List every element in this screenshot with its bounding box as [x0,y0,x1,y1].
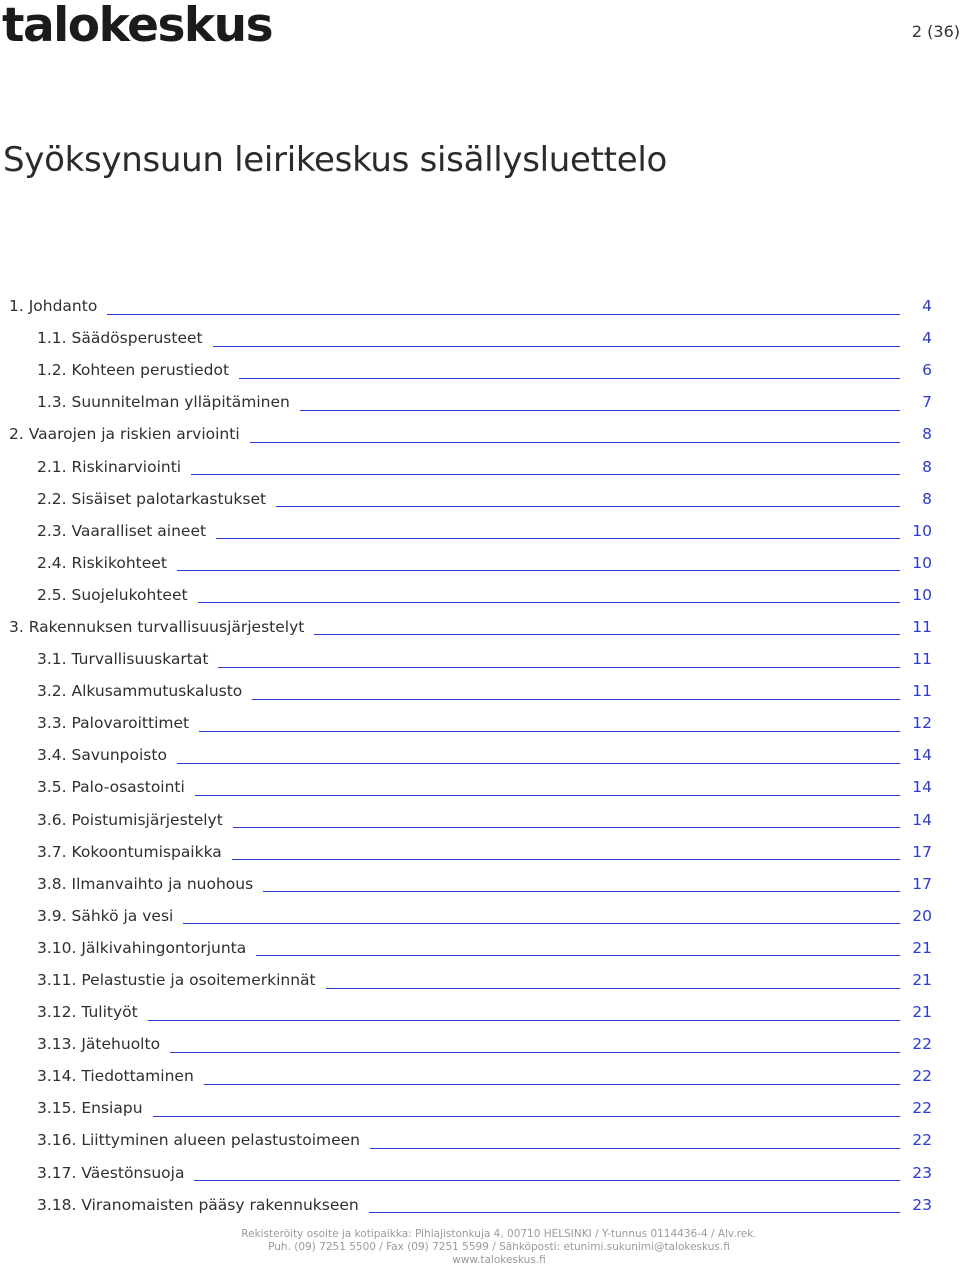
toc-entry-page: 17 [912,874,932,893]
toc-leader-line [148,1020,900,1021]
toc-leader-line [183,923,900,924]
toc-entry-label: 3.10. Jälkivahingontorjunta [37,938,247,957]
toc-leader-line [326,988,900,989]
toc-entry-label: 3.7. Kokoontumispaikka [37,842,222,861]
toc-entry-label: 3.8. Ilmanvaihto ja nuohous [37,874,254,893]
toc-entry-page: 10 [912,521,932,540]
toc-entry-page: 14 [912,778,932,797]
toc-entry-label: 3.5. Palo-osastointi [37,778,185,797]
toc-entry-label: 3.3. Palovaroittimet [37,714,190,733]
toc-entry-label: 3.6. Poistumisjärjestelyt [37,810,223,829]
toc-entry[interactable] [0,804,932,836]
toc-leader-line [204,1084,900,1085]
toc-entry-page: 23 [912,1163,932,1182]
toc-entry-page: 4 [922,329,932,348]
toc-entry-label: 3.12. Tulityöt [37,1003,138,1022]
toc-entry[interactable] [0,579,932,611]
toc-entry-label: 2.3. Vaaralliset aineet [37,521,207,540]
toc-entry[interactable] [0,290,932,322]
toc-entry[interactable] [0,1060,932,1092]
table-of-contents [0,290,932,1221]
toc-entry[interactable] [0,1189,932,1221]
toc-leader-line [314,634,900,635]
document-title: Syöksynsuun leirikeskus sisällysluettelo [3,140,667,180]
toc-entry[interactable] [0,450,932,482]
toc-entry-page: 11 [912,650,932,669]
toc-entry-page: 12 [912,714,932,733]
toc-leader-line [216,538,900,539]
toc-entry[interactable] [0,611,932,643]
toc-entry-label: 3.18. Viranomaisten pääsy rakennukseen [37,1195,359,1214]
toc-entry-label: 2.1. Riskinarviointi [37,457,182,476]
toc-leader-line [153,1116,900,1117]
toc-entry-page: 22 [912,1067,932,1086]
toc-entry[interactable] [0,868,932,900]
toc-leader-line [218,667,900,668]
toc-leader-line [170,1052,900,1053]
toc-leader-line [191,474,900,475]
toc-entry-page: 14 [912,746,932,765]
toc-leader-line [198,602,900,603]
toc-leader-line [276,506,900,507]
toc-entry[interactable] [0,515,932,547]
toc-entry-label: 1.1. Säädösperusteet [37,329,203,348]
toc-entry[interactable] [0,771,932,803]
toc-entry-label: 3.14. Tiedottaminen [37,1067,194,1086]
toc-entry[interactable] [0,964,932,996]
toc-leader-line [250,442,900,443]
toc-entry-page: 6 [922,361,932,380]
toc-leader-line [194,1180,900,1181]
toc-entry-page: 8 [922,457,932,476]
toc-entry[interactable] [0,1092,932,1124]
toc-entry-label: 2.4. Riskikohteet [37,553,167,572]
toc-entry[interactable] [0,643,932,675]
footer-website: www.talokeskus.fi [452,1254,546,1266]
toc-entry[interactable] [0,707,932,739]
toc-entry-label: 3.17. Väestönsuoja [37,1163,185,1182]
toc-entry[interactable] [0,1028,932,1060]
toc-entry[interactable] [0,322,932,354]
toc-entry-label: 3.15. Ensiapu [37,1099,143,1118]
toc-leader-line [199,731,900,732]
toc-entry-label: 2.2. Sisäiset palotarkastukset [37,489,267,508]
toc-entry-label: 1.3. Suunnitelman ylläpitäminen [37,393,290,412]
toc-entry-label: 3.4. Savunpoisto [37,746,167,765]
toc-entry-page: 10 [912,553,932,572]
toc-leader-line [252,699,900,700]
toc-leader-line [213,346,900,347]
toc-entry-page: 8 [922,489,932,508]
footer [0,1228,960,1267]
toc-entry-page: 23 [912,1195,932,1214]
toc-entry[interactable] [0,354,932,386]
toc-entry-label: 2. Vaarojen ja riskien arviointi [9,425,240,444]
toc-leader-line [177,570,900,571]
toc-entry-label: 3.16. Liittyminen alueen pelastustoimeen [37,1131,361,1150]
toc-entry-label: 3. Rakennuksen turvallisuusjärjestelyt [9,617,305,636]
toc-entry-page: 11 [912,682,932,701]
toc-entry-label: 3.11. Pelastustie ja osoitemerkinnät [37,971,316,990]
footer-contact: Puh. (09) 7251 5500 / Fax (09) 7251 5599 / Sähköposti: etunimi.sukunimi@talokeskus.fi [268,1241,730,1253]
page-number: 2 (36) [911,22,960,41]
toc-leader-line [195,795,900,796]
toc-leader-line [177,763,900,764]
toc-leader-line [256,955,900,956]
toc-entry[interactable] [0,932,932,964]
toc-entry[interactable] [0,386,932,418]
toc-entry-label: 3.13. Jätehuolto [37,1035,161,1054]
toc-entry-page: 22 [912,1131,932,1150]
toc-entry-page: 4 [922,297,932,316]
footer-address: Rekisteröity osoite ja kotipaikka: Pihlajistonkuja 4, 00710 HELSINKI / Y-tunnus 0114436-4 / Alv.rek. [241,1228,757,1240]
toc-entry[interactable] [0,900,932,932]
toc-entry[interactable] [0,739,932,771]
toc-entry-page: 10 [912,585,932,604]
toc-leader-line [233,827,900,828]
toc-entry[interactable] [0,675,932,707]
toc-entry-label: 3.1. Turvallisuuskartat [37,650,209,669]
toc-entry[interactable] [0,547,932,579]
toc-leader-line [232,859,900,860]
toc-entry-label: 1.2. Kohteen perustiedot [37,361,230,380]
toc-entry-page: 20 [912,906,932,925]
toc-entry-page: 21 [912,971,932,990]
toc-entry-label: 1. Johdanto [9,297,98,316]
toc-entry[interactable] [0,418,932,450]
toc-entry-page: 21 [912,1003,932,1022]
toc-entry[interactable] [0,836,932,868]
toc-leader-line [369,1212,900,1213]
toc-entry-label: 3.2. Alkusammutuskalusto [37,682,243,701]
toc-entry-page: 17 [912,842,932,861]
toc-entry-label: 2.5. Suojelukohteet [37,585,188,604]
toc-leader-line [300,410,900,411]
toc-entry[interactable] [0,1157,932,1189]
toc-leader-line [107,314,900,315]
toc-entry-page: 22 [912,1035,932,1054]
toc-entry-label: 3.9. Sähkö ja vesi [37,906,174,925]
toc-entry-page: 11 [912,617,932,636]
toc-entry[interactable] [0,1124,932,1156]
toc-leader-line [263,891,900,892]
toc-entry-page: 22 [912,1099,932,1118]
toc-leader-line [239,378,900,379]
toc-leader-line [370,1148,900,1149]
toc-entry[interactable] [0,996,932,1028]
toc-entry[interactable] [0,483,932,515]
toc-entry-page: 7 [922,393,932,412]
toc-entry-page: 8 [922,425,932,444]
toc-entry-page: 14 [912,810,932,829]
talokeskus-logo: talokeskus [2,0,273,53]
toc-entry-page: 21 [912,938,932,957]
